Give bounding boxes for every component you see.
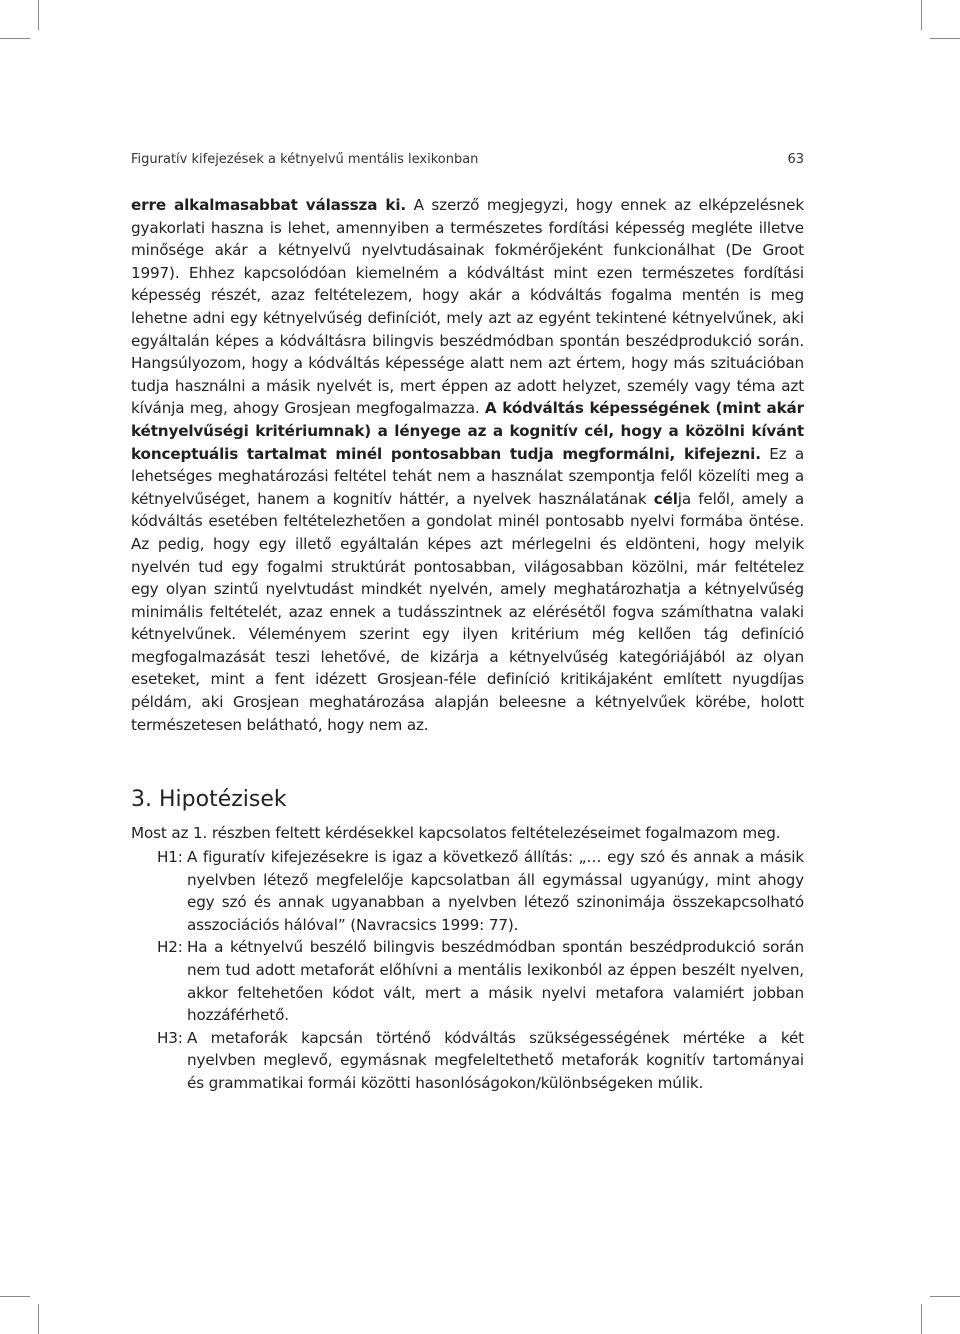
running-header-title: Figuratív kifejezések a kétnyelvű mentális lexikonban bbox=[131, 152, 479, 167]
crop-mark-top-left bbox=[38, 0, 39, 30]
crop-mark-right-top bbox=[930, 38, 960, 39]
bold-phrase-3: cél bbox=[653, 489, 678, 508]
hypothesis-item bbox=[131, 846, 804, 936]
running-header bbox=[131, 150, 804, 170]
section-title: 3. Hipotézisek bbox=[131, 787, 287, 812]
text-run-1: A szerző megjegyzi, hogy ennek az elképzelésnek gyakorlati haszna is lehet, amennyiben a természetes fordítási képesség megléte illetve minősége akár a kétnyelvű nyelvtudásainak fokmérőjeként funkcionálhat (De Groot 1997). Ehhez kapcsolódóan kiemelném a kódváltást mint ezen természetes fordítási képesség részét, azaz feltételezem, hogy akár a kódváltás fogalma mentén is meg lehetne adni egy kétnyelvűség definíciót, mely azt az egyént tekintené kétnyelvűnek, aki egyáltalán képes a kódváltásra bilingvis beszédmódban spontán beszédprodukció során. Hangsúlyozom, hogy a kódváltás képessége alatt nem azt értem, hogy más szituációban tudja használni a másik nyelvét is, mert éppen az adott helyzet, személy vagy téma azt kívánja meg, ahogy Grosjean megfogalmazza. bbox=[131, 196, 804, 418]
crop-mark-top-right bbox=[921, 0, 922, 30]
crop-mark-left-bottom bbox=[0, 1296, 30, 1297]
text-run-3: ja felől, amely a kódváltás esetében feltételezhetően a gondolat minél pontosabb nyelvi formába öntése. Az pedig, hogy egy illető egyáltalán képes azt mérlegelni és eldönteni, hogy melyik nyelvén tud egy fogalmi struktúrát pontosabban, világosabban közölni, már feltételez egy olyan szintű nyelvtudást mindkét nyelvén, amely meghatározhatja a kétnyelvűség minimális feltételét, azaz ennek a tudásszintnek az elérésétől fogva számíthatna valaki kétnyelvűnek. Véleményem szerint egy ilyen kritérium még kellően tág definíció megfogalmazását teszi lehetővé, de kizárja a kétnyelvűség kategóriájából az olyan eseteket, mint a fent idézett Grosjean-féle definíció kritikájaként említett nyugdíjas példám, aki Grosjean meghatározása alapján beleesne a kétnyelvűek körébe, holott természetesen belátható, hogy nem az. bbox=[131, 489, 805, 734]
bold-phrase-1: erre alkalmasabbat válassza ki. bbox=[131, 196, 406, 214]
hypothesis-item bbox=[131, 936, 804, 1026]
text-run-2: Ez a lehetséges meghatározási feltétel tehát nem a használat szempontja felől közelíti meg a kétnyelvűséget, hanem a kognitív háttér, a nyelvek használatának bbox=[131, 444, 804, 508]
section-intro: Most az 1. részben feltett kérdésekkel kapcsolatos feltételezéseimet fogalmazom meg. bbox=[131, 824, 781, 842]
bold-phrase-2: A kódváltás képességének (mint akár kétnyelvűségi kritériumnak) a lényege az a kognitív cél, hogy a közölni kívánt konceptuális tartalmat minél pontosabban tudja megformálni, kifejezni. bbox=[131, 399, 804, 463]
crop-mark-bottom-left bbox=[38, 1304, 39, 1334]
hypothesis-list bbox=[131, 846, 804, 1095]
page-number: 63 bbox=[787, 152, 804, 167]
hypothesis-text: Ha a kétnyelvű beszélő bilingvis beszédmódban spontán beszédprodukció során nem tud adott metaforát előhívni a mentális lexikonból az éppen beszélt nyelven, akkor feltehetően kódot vált, mert a másik nyelvi metafora valamiért jobban hozzáférhető. bbox=[187, 938, 804, 1025]
crop-mark-left-top bbox=[0, 38, 30, 39]
hypothesis-label: H2: bbox=[157, 938, 183, 957]
hypothesis-item bbox=[131, 1027, 804, 1095]
body-paragraph bbox=[131, 194, 804, 736]
crop-mark-bottom-right bbox=[921, 1304, 922, 1334]
hypothesis-label: H3: bbox=[157, 1028, 183, 1047]
hypothesis-text: A figuratív kifejezésekre is igaz a következő állítás: „… egy szó és annak a másik nyelvben létező megfelelője kapcsolatban áll egymással ugyanúgy, mint ahogy egy szó és annak ugyanabban a nyelvben létező szinonimája összekapcsolható asszociációs hálóval” (Navracsics 1999: 77). bbox=[187, 848, 804, 934]
hypothesis-label: H1: bbox=[157, 848, 183, 866]
hypothesis-text: A metaforák kapcsán történő kódváltás szükségességének mértéke a két nyelvben meglevő, egymásnak megfeleltethető metaforák kognitív tartományai és grammatikai formái közötti hasonlóságokon/különbségeken múlik. bbox=[187, 1028, 804, 1092]
crop-mark-right-bottom bbox=[930, 1296, 960, 1297]
